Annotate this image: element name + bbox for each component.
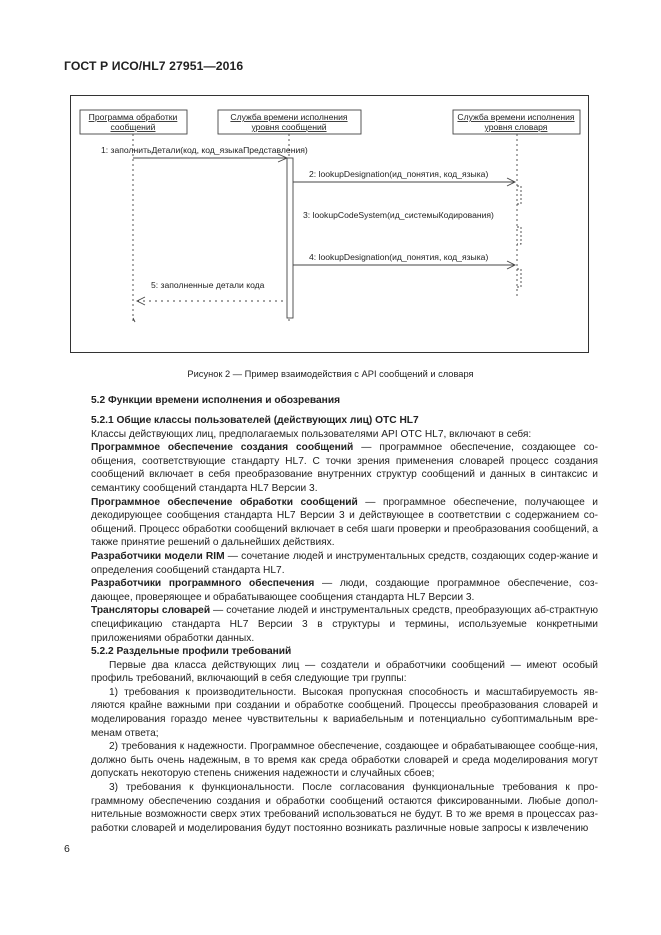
lifeline-message-service-label-2: уровня сообщений — [251, 122, 327, 132]
lifeline-vocabulary-service-label-2: уровня словаря — [484, 122, 548, 132]
term-5: Трансляторы словарей — [91, 605, 211, 617]
message-1-label: 1: заполнитьДетали(код, код_языкаПредставления) — [101, 145, 308, 155]
paragraph-term-2 — [91, 496, 598, 550]
message-3-label: 3: lookupCodeSystem(ид_системыКодирования) — [303, 210, 494, 220]
list-item-1: 1) требования к производительности. Высокая пропускная способность и масштабируемость яв-ляются крайне важными при создании и обработке сообщений. Процессы преобразования словарей и моделирования гораздо менее чувствительны к вариабельным и потенциально субоптимальным вре-менам ответа; — [91, 686, 598, 739]
activation-message-service — [287, 158, 293, 318]
message-4-label: 4: lookupDesignation(ид_понятия, код_языка) — [309, 252, 489, 262]
term-1: Программное обеспечение создания сообщений — [91, 442, 354, 454]
paragraph-term-4 — [91, 577, 598, 604]
message-5-label: 5: заполненные детали кода — [151, 280, 265, 290]
definition-1: — программное обеспечение, создающее со-общения, соответствующие стандарту HL7. С точки зрения применения словарей процесс создания сообщений включает в себя преобразование внутренних структур сообщений и данных в синтаксис и семантику сообщений стандарта HL7 Версии 3. — [91, 442, 598, 494]
definition-5: — сочетание людей и инструментальных средств, преобразующих аб-страктную спецификацию стандарта HL7 Версии 3 в структуры и термины, используемые конкретными приложениями обработки данных. — [91, 605, 598, 644]
definition-3: — сочетание людей и инструментальных средств, создающих содер-жание и определения сообщений стандарта HL7. — [91, 550, 598, 576]
heading-5-2: 5.2 Функции времени исполнения и обозревания — [91, 395, 341, 406]
message-2-label: 2: lookupDesignation(ид_понятия, код_языка) — [309, 169, 489, 179]
paragraph-term-1 — [91, 441, 598, 495]
paragraph-term-5 — [91, 604, 598, 645]
lifeline-vocabulary-service-label-1: Служба времени исполнения — [457, 112, 575, 122]
term-4: Разработчики программного обеспечения — [91, 578, 315, 590]
term-2: Программное обеспечение обработки сообщений — [91, 496, 358, 508]
definition-2: — программное обеспечение, получающее и декодирующее сообщения стандарта HL7 Версии 3 и действующее в соответствии с содержанием со-общений. Процесс обработки сообщений включает в себя шаги проверки и преобразования сообщений, а также принятие решений о дальнейших действиях. — [91, 496, 598, 549]
paragraph-intro: Классы действующих лиц, предполагаемых пользователями API OTC HL7, включают в себя: — [91, 428, 532, 440]
message-2-return — [517, 186, 521, 204]
definition-4: — люди, создающие программное обеспечение, соз-дающее, проверяющее и обрабатывающее сообщения стандарта HL7 Версии 3. — [91, 578, 598, 603]
page-number: 6 — [64, 843, 70, 855]
heading-5-2-2: 5.2.2 Раздельные профили требований — [91, 646, 292, 658]
sequence-diagram — [70, 95, 589, 353]
message-4-return — [517, 269, 521, 287]
body-text — [91, 414, 598, 835]
message-3-return — [517, 227, 521, 244]
term-3: Разработчики модели RIM — [91, 550, 225, 562]
lifeline-processor-label-1: Программа обработки — [88, 112, 178, 122]
sequence-diagram-canvas — [71, 96, 590, 354]
figure-caption: Рисунок 2 — Пример взаимодействия с API сообщений и словаря — [187, 369, 474, 379]
list-item-2: 2) требования к надежности. Программное обеспечение, создающее и обрабатывающее сообще-ния, должно быть очень надежным, в то время как среда обработки словарей и среда моделирования могут допускать некоторую степень снижения надежности и случайных сбоев; — [91, 741, 598, 780]
paragraph-term-3 — [91, 550, 598, 577]
list-item-3: 3) требования к функциональности. После согласования функциональные требования к про-граммному обеспечению создания и обработки сообщений остаются фиксированными. Любые допол-нительные возможности сверх этих требований использоваться не будут. В то же время в процессах раз-работки словарей и моделирования будут постоянно возникать различные новые запросы к извлечению — [91, 782, 598, 834]
lifeline-processor-label-2: сообщений — [110, 122, 156, 132]
document-header: ГОСТ Р ИСО/HL7 27951—2016 — [64, 59, 244, 73]
section-heading-5-2 — [91, 394, 598, 408]
heading-5-2-1: 5.2.1 Общие классы пользователей (действующих лиц) OTC HL7 — [91, 415, 419, 426]
lifeline-message-service-label-1: Служба времени исполнения — [230, 112, 348, 122]
paragraph-profiles: Первые два класса действующих лиц — создатели и обработчики сообщений — имеют особый профиль требований, включающий в себя следующие три группы: — [91, 659, 598, 685]
